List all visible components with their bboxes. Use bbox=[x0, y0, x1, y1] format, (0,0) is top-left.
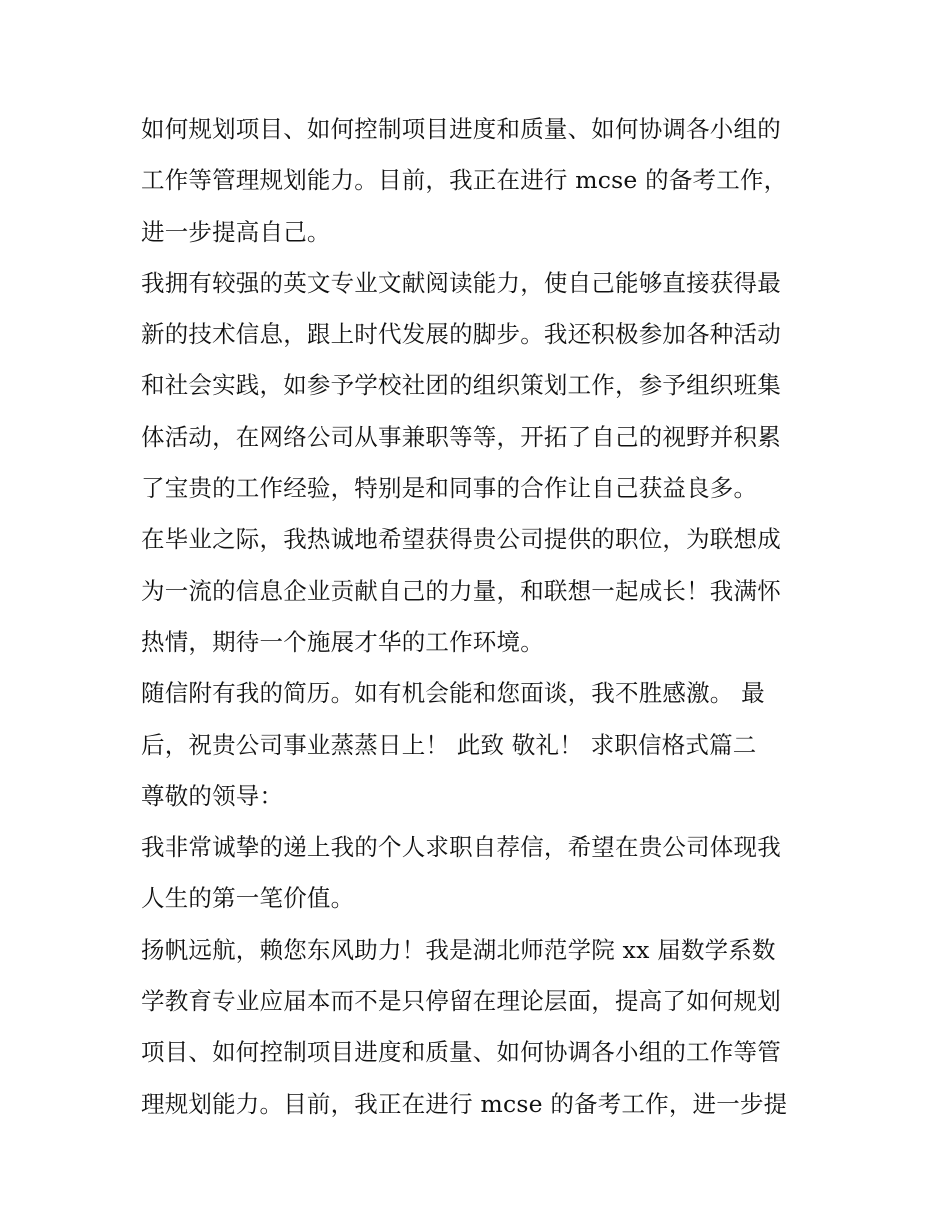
text-line: 扬帆远航，赖您东风助力！我是湖北师范学院 xx 届数学系数 bbox=[141, 935, 776, 964]
text-line: 工作等管理规划能力。目前，我正在进行 mcse 的备考工作， bbox=[141, 166, 788, 195]
text-line: 在毕业之际，我热诚地希望获得贵公司提供的职位，为联想成 bbox=[141, 525, 781, 554]
text-line: 我拥有较强的英文专业文献阅读能力，使自己能够直接获得最 bbox=[141, 268, 781, 297]
text-line: 人生的第一笔价值。 bbox=[141, 884, 355, 913]
text-line: 项目、如何控制项目进度和质量、如何协调各小组的工作等管 bbox=[141, 1038, 781, 1067]
text-line: 体活动，在网络公司从事兼职等等，开拓了自己的视野并积累 bbox=[141, 422, 781, 451]
text-line: 和社会实践，如参予学校社团的组织策划工作，参予组织班集 bbox=[141, 371, 781, 400]
text-line: 进一步提高自己。 bbox=[141, 217, 331, 246]
text-line: 学教育专业应届本而不是只停留在理论层面，提高了如何规划 bbox=[141, 987, 781, 1016]
text-line: 热情，期待一个施展才华的工作环境。 bbox=[141, 627, 544, 656]
text-line: 后，祝贵公司事业蒸蒸日上！ 此致 敬礼！ 求职信格式篇二 bbox=[141, 730, 757, 759]
text-line: 新的技术信息，跟上时代发展的脚步。我还积极参加各种活动 bbox=[141, 320, 781, 349]
text-line: 理规划能力。目前，我正在进行 mcse 的备考工作，进一步提 bbox=[141, 1089, 788, 1118]
text-line: 了宝贵的工作经验，特别是和同事的合作让自己获益良多。 bbox=[141, 474, 758, 503]
text-line: 随信附有我的简历。如有机会能和您面谈，我不胜感激。 最 bbox=[141, 679, 765, 708]
body-text bbox=[141, 104, 821, 1130]
text-line: 尊敬的领导： bbox=[141, 781, 284, 810]
text-line: 如何规划项目、如何控制项目进度和质量、如何协调各小组的 bbox=[141, 115, 781, 143]
text-line: 我非常诚挚的递上我的个人求职自荐信，希望在贵公司体现我 bbox=[141, 833, 781, 862]
text-line: 为一流的信息企业贡献自己的力量，和联想一起成长！我满怀 bbox=[141, 576, 781, 605]
